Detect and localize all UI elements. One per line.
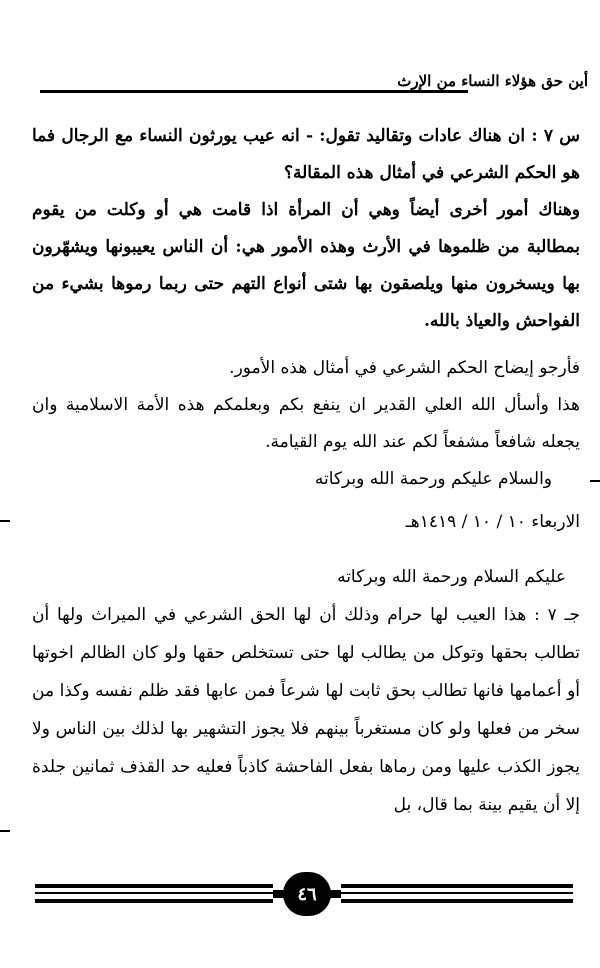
answer-section (32, 558, 580, 824)
closing-salutation: والسلام عليكم ورحمة الله وبركاته (314, 469, 552, 489)
question-paragraph: فأرجو إيضاح الحكم الشرعي في أمثال هذه الأمور. (229, 358, 580, 378)
page-footer (35, 872, 573, 918)
running-header-title: أين حق هؤلاء النساء من الإرث (397, 72, 588, 90)
answer-greeting: عليكم السلام ورحمة الله وبركاته (337, 567, 566, 587)
page-number: ٤٦ (297, 883, 317, 905)
question-paragraph: س ٧ : ان هناك عادات وتقاليد تقول: - انه عيب يورثون النساء مع الرجال فما هو الحكم الشرعي في أمثال هذه المقالة؟ (32, 126, 580, 183)
footer-rule (35, 892, 273, 894)
question-section (32, 118, 580, 549)
footer-rule (341, 892, 573, 894)
answer-paragraph: جـ ٧ : هذا العيب لها حرام وذلك أن لها الحق الشرعي في الميراث ولها أن تطالب بحقها وتوكل من يطالب لها حتى تستخلص حقها ولو كان الظالم اخوتها أو أعمامها فانها تطالب بحق ثابت لها شرعاً فمن عابها فقد ظلم نفسه وكذا من سخر من فعلها ولو كان مستغرباً بينهم فلا يجوز التشهير بها لذلك بين الناس ولا يجوز الكذب عليها ومن رماها بفعل الفاحشة كاذباً فعليه حد القذف ثمانين جلدة إلا أن يقيم بينة بما قال، بل (32, 605, 580, 815)
question-paragraph: وهناك أمور أخرى أيضاً وهي أن المرأة اذا قامت هي أو وكلت من يقوم بمطالبة من ظلموها في الأرث وهذه الأمور هي: أن الناس يعيبونها ويشهّرون بها ويسخرون منها ويلصقون بها شتى أنواع التهم حتى ربما رموها بشيء من الفواحش والعياذ بالله. (32, 200, 580, 331)
footer-rule (35, 899, 273, 903)
page-number-badge (283, 872, 331, 916)
footer-rule (341, 884, 573, 888)
question-paragraph: هذا وأسأل الله العلي القدير ان ينفع بكم وبعلمكم هذه الأمة الاسلامية وان يجعله شافعاً مشفعاً لكم عند الله يوم القيامة. (32, 395, 580, 452)
margin-tick (0, 830, 10, 832)
header-rule (40, 90, 468, 93)
footer-rule (341, 899, 573, 903)
margin-tick (590, 480, 600, 482)
margin-tick (0, 520, 10, 522)
question-date: الاربعاء ١٠ / ١٠ / ١٤١٩هـ (405, 512, 580, 532)
footer-rule (35, 884, 273, 888)
